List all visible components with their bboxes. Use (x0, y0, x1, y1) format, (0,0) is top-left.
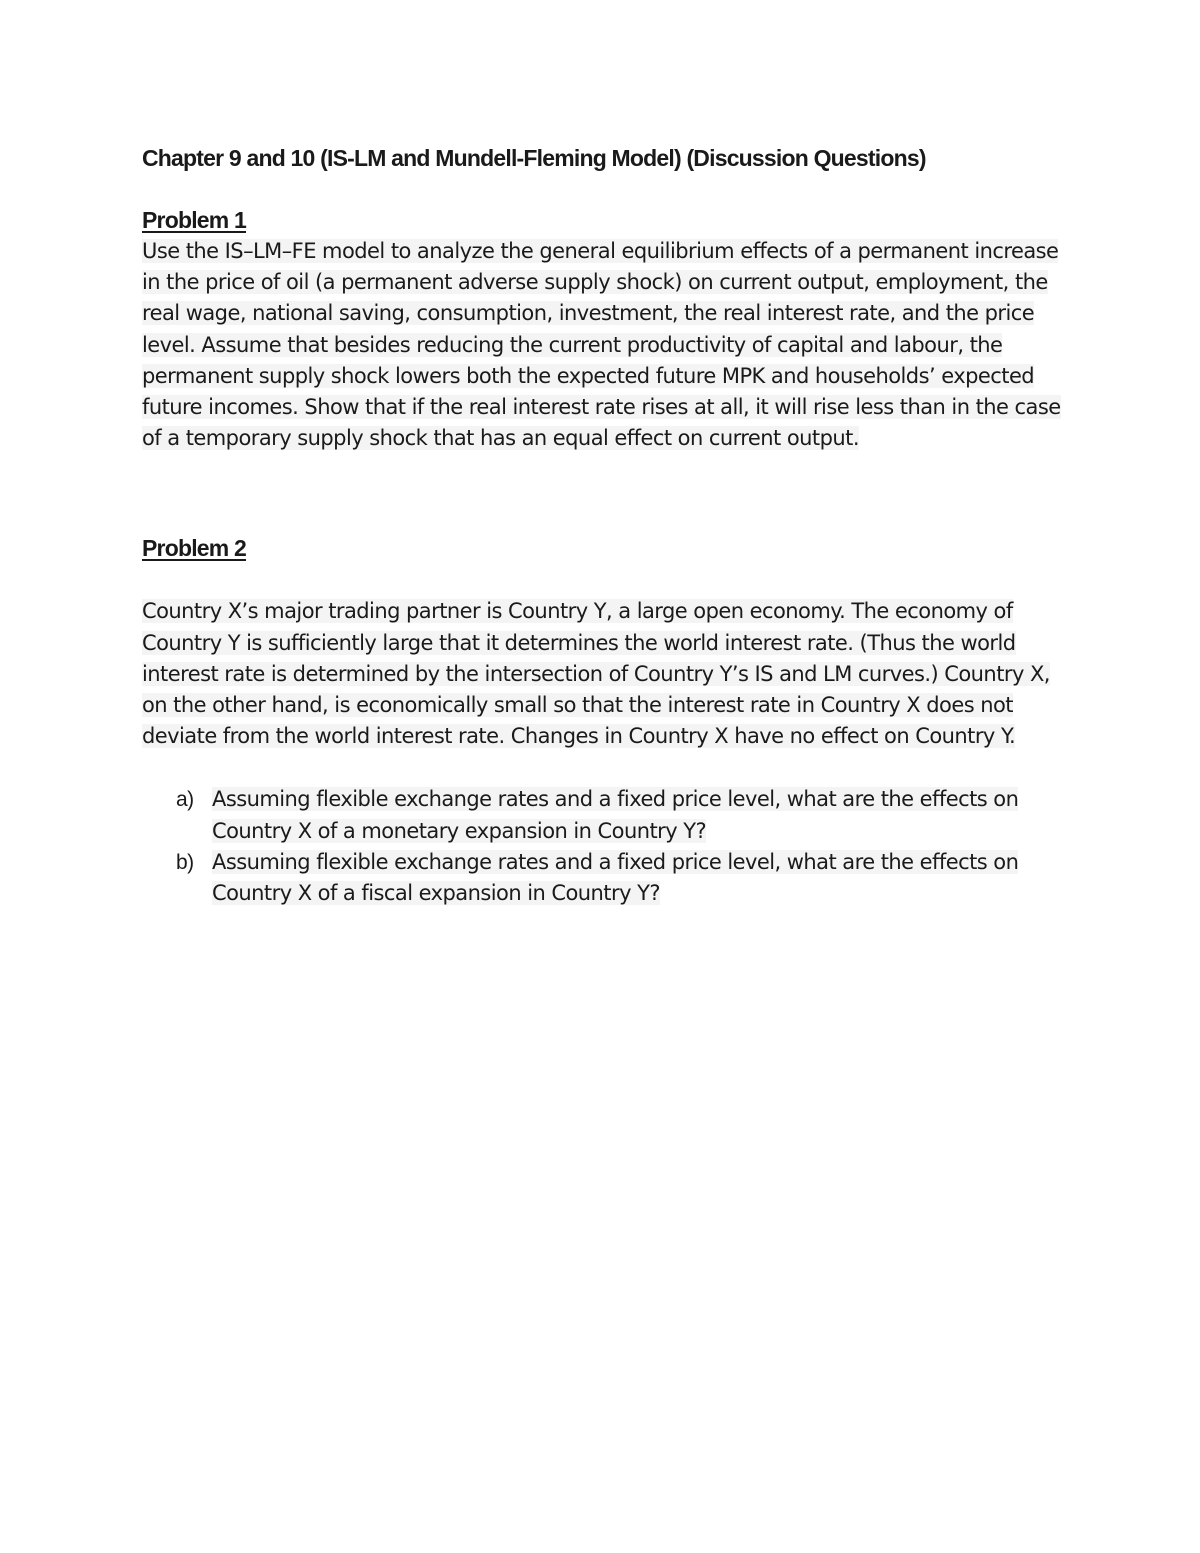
question-list (142, 784, 1067, 909)
problem-2-text-content: Country X’s major trading partner is Country Y, a large open economy. The economy of Country Y is sufficiently large that it determines the world interest rate. (Thus the world interest rate is determined by the intersection of Country Y’s IS and LM curves.) Country X, on the other hand, is economically small so that the interest rate in Country X does not deviate from the world interest rate. Changes in Country X have no effect on Country Y. (142, 599, 1050, 749)
document-title: Chapter 9 and 10 (IS-LM and Mundell-Fleming Model) (Discussion Questions) (142, 145, 926, 171)
list-item (142, 784, 1067, 846)
list-item (142, 847, 1067, 909)
problem-1-text-content: Use the IS–LM–FE model to analyze the general equilibrium effects of a permanent increase in the price of oil (a permanent adverse supply shock) on current output, employment, the real wage, national saving, consumption, investment, the real interest rate, and the price level. Assume that besides reducing the current productivity of capital and labour, the permanent supply shock lowers both the expected future MPK and households’ expected future incomes. Show that if the real interest rate rises at all, it will rise less than in the case of a temporary supply shock that has an equal effect on current output. (142, 239, 1061, 451)
problem-1-heading: Problem 1 (142, 207, 247, 233)
question-b-text: Assuming flexible exchange rates and a fixed price level, what are the effects on Country X of a fiscal expansion in Country Y? (212, 849, 1019, 906)
problem-2-heading: Problem 2 (142, 535, 247, 562)
question-a-marker: a) (176, 788, 194, 812)
problem-1-section (142, 205, 1067, 454)
problem-2-text (142, 596, 1067, 752)
question-a-text: Assuming flexible exchange rates and a fixed price level, what are the effects on Country X of a monetary expansion in Country Y? (212, 787, 1019, 843)
document-page (142, 142, 1067, 909)
problem-1-text (142, 236, 1067, 454)
question-b-marker: b) (176, 850, 194, 874)
problem-2-section (142, 533, 1067, 909)
